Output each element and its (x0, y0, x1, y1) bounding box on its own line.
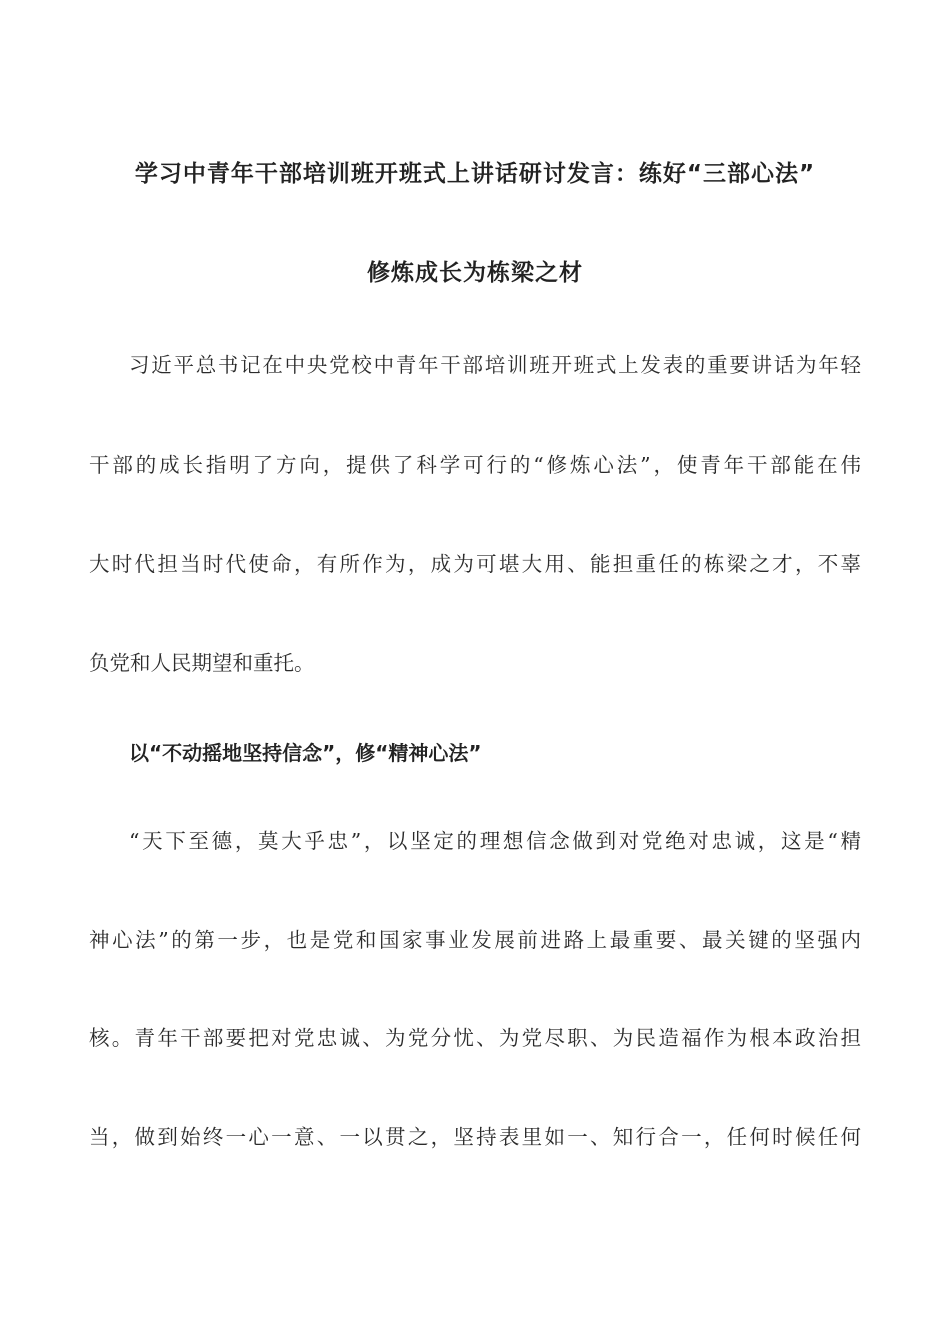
document-title-line-2: 修炼成长为栋梁之材 (367, 260, 583, 286)
paragraph-1-line-2: 干部的成长指明了方向，提供了科学可行的“修炼心法”，使青年干部能在伟 (89, 453, 861, 477)
paragraph-2-line-3: 核。青年干部要把对党忠诚、为党分忧、为党尽职、为民造福作为根本政治担 (89, 1026, 861, 1050)
paragraph-2-line-2: 神心法”的第一步，也是党和国家事业发展前进路上最重要、最关键的坚强内 (89, 928, 861, 952)
paragraph-1-line-1: 习近平总书记在中央党校中青年干部培训班开班式上发表的重要讲话为年轻 (129, 353, 861, 377)
paragraph-1-line-4: 负党和人民期望和重托。 (89, 651, 315, 675)
paragraph-1-line-3: 大时代担当时代使命，有所作为，成为可堪大用、能担重任的栋梁之才，不辜 (89, 552, 861, 576)
document-title-line-1: 学习中青年干部培训班开班式上讲话研讨发言：练好“三部心法” (134, 161, 816, 187)
paragraph-2-line-4: 当，做到始终一心一意、一以贯之，坚持表里如一、知行合一，任何时候任何 (89, 1125, 861, 1149)
section-heading-spirit: 以“不动摇地坚持信念”，修“精神心法” (129, 741, 482, 765)
paragraph-2-line-1: “天下至德，莫大乎忠”，以坚定的理想信念做到对党绝对忠诚，这是“精 (129, 829, 861, 853)
